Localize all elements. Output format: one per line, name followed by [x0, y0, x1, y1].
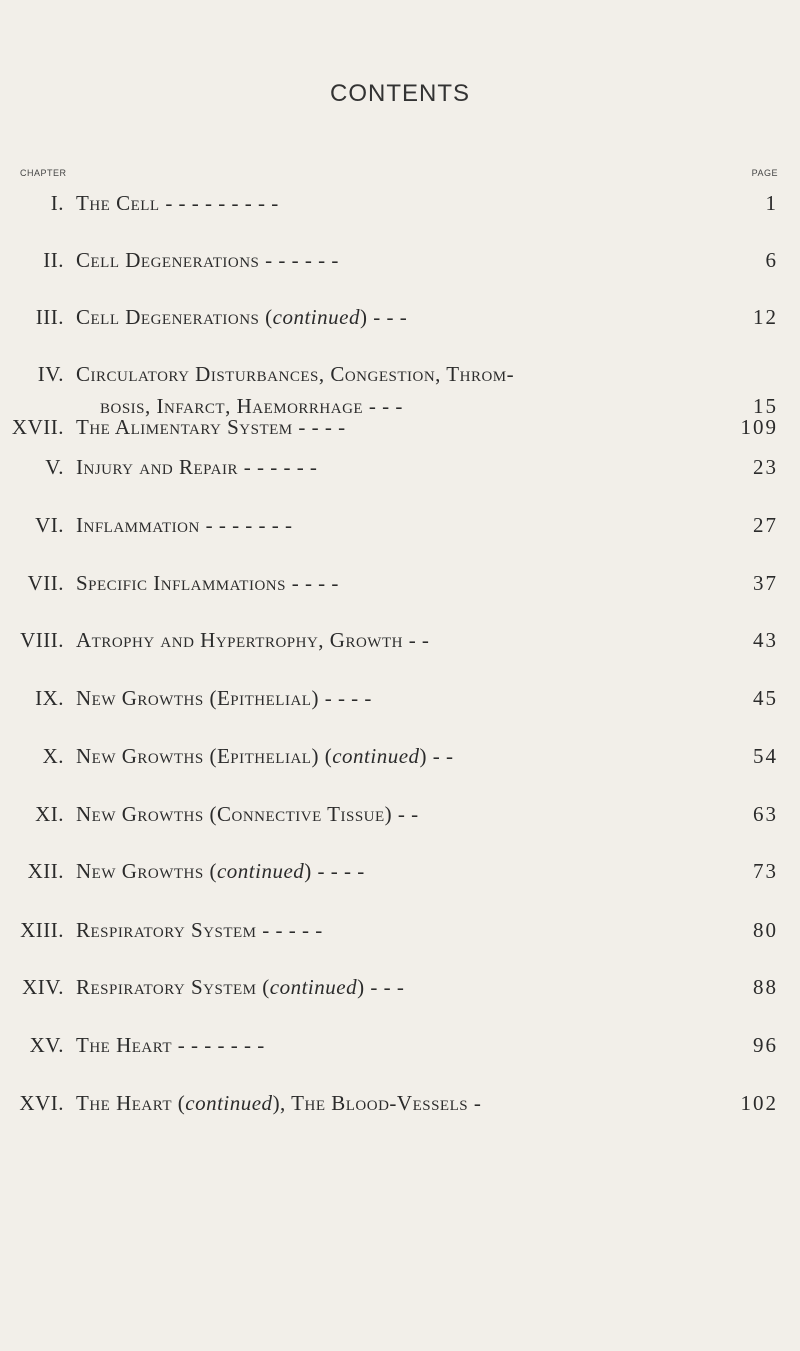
- chapter-number: IV.: [37, 362, 64, 386]
- title-tail: ) - - - -: [304, 859, 365, 883]
- page-title: CONTENTS: [330, 80, 470, 107]
- chapter-number: XIII.: [20, 918, 64, 942]
- chapter-title: New Growths (Epithelial) - - - -: [76, 686, 372, 710]
- title-tail: ) - - -: [359, 305, 408, 329]
- page-number: 73: [753, 859, 778, 883]
- chapter-title: New Growths (Connective Tissue) - -: [76, 802, 419, 826]
- chapter-title: Circulatory Disturbances, Congestion, Throm-: [76, 362, 515, 386]
- chapter-number: VIII.: [20, 628, 64, 652]
- page-number: 12: [753, 305, 778, 329]
- chapter-number: V.: [45, 455, 64, 479]
- chapter-number: VII.: [27, 571, 64, 595]
- page-number: 96: [753, 1033, 778, 1057]
- title-italic: continued: [185, 1091, 273, 1115]
- page-number: 15: [753, 394, 778, 418]
- chapter-title: Atrophy and Hypertrophy, Growth - -: [76, 628, 430, 652]
- chapter-title: The Cell - - - - - - - - -: [76, 191, 279, 215]
- page-number: 1: [765, 191, 778, 215]
- chapter-number: XII.: [27, 859, 64, 883]
- chapter-number: XVII.: [11, 415, 64, 439]
- title-tail: ) - -: [419, 744, 454, 768]
- chapter-title-continuation: bosis, Infarct, Haemorrhage - - -: [100, 394, 403, 418]
- chapter-title: Specific Inflammations - - - -: [76, 571, 339, 595]
- title-tail: ), The Blood-Vessels -: [272, 1091, 482, 1115]
- chapter-title: Cell Degenerations - - - - - -: [76, 248, 339, 272]
- page-number: 54: [753, 744, 778, 768]
- title-text: The Heart (: [76, 1091, 186, 1115]
- page-number: 37: [753, 571, 778, 595]
- chapter-title: [76, 1088, 616, 1118]
- title-italic: continued: [269, 975, 358, 999]
- title-text: Respiratory System (: [76, 975, 270, 999]
- page-number: 102: [740, 1091, 778, 1115]
- chapter-title: Respiratory System - - - - -: [76, 918, 323, 942]
- title-text: New Growths (: [76, 859, 217, 883]
- title-italic: continued: [272, 305, 360, 329]
- page-number: 23: [753, 455, 778, 479]
- chapter-number: XIV.: [22, 975, 64, 999]
- chapter-title: Inflammation - - - - - - -: [76, 513, 293, 537]
- chapter-title: The Alimentary System - - - -: [76, 415, 346, 439]
- chapter-title: [76, 856, 616, 886]
- page-number: 109: [740, 415, 778, 439]
- chapter-title: Injury and Repair - - - - - -: [76, 455, 318, 479]
- chapter-number: III.: [35, 305, 64, 329]
- chapter-number: X.: [42, 744, 64, 768]
- chapter-number: VI.: [35, 513, 64, 537]
- page-number: 45: [753, 686, 778, 710]
- page-number: 80: [753, 918, 778, 942]
- chapter-number: XV.: [29, 1033, 64, 1057]
- title-italic: continued: [216, 859, 305, 883]
- column-heading-chapter: CHAPTER: [20, 168, 67, 178]
- title-tail: ) - - -: [357, 975, 405, 999]
- title-italic: continued: [332, 744, 420, 768]
- chapter-number: XVI.: [19, 1091, 64, 1115]
- page-number: 43: [753, 628, 778, 652]
- chapter-title: The Heart - - - - - - -: [76, 1033, 265, 1057]
- chapter-title: [76, 302, 616, 332]
- page-number: 27: [753, 513, 778, 537]
- page-number: 88: [753, 975, 778, 999]
- chapter-number: II.: [43, 248, 64, 272]
- title-text: New Growths (Epithelial) (: [76, 744, 333, 768]
- chapter-number: XI.: [35, 802, 64, 826]
- title-text: Cell Degenerations (: [76, 305, 273, 329]
- chapter-title: [76, 972, 616, 1002]
- column-heading-page: PAGE: [751, 168, 778, 178]
- chapter-title: [76, 741, 616, 771]
- chapter-number: I.: [50, 191, 64, 215]
- page-number: 63: [753, 802, 778, 826]
- chapter-number: IX.: [35, 686, 64, 710]
- page-number: 6: [765, 248, 778, 272]
